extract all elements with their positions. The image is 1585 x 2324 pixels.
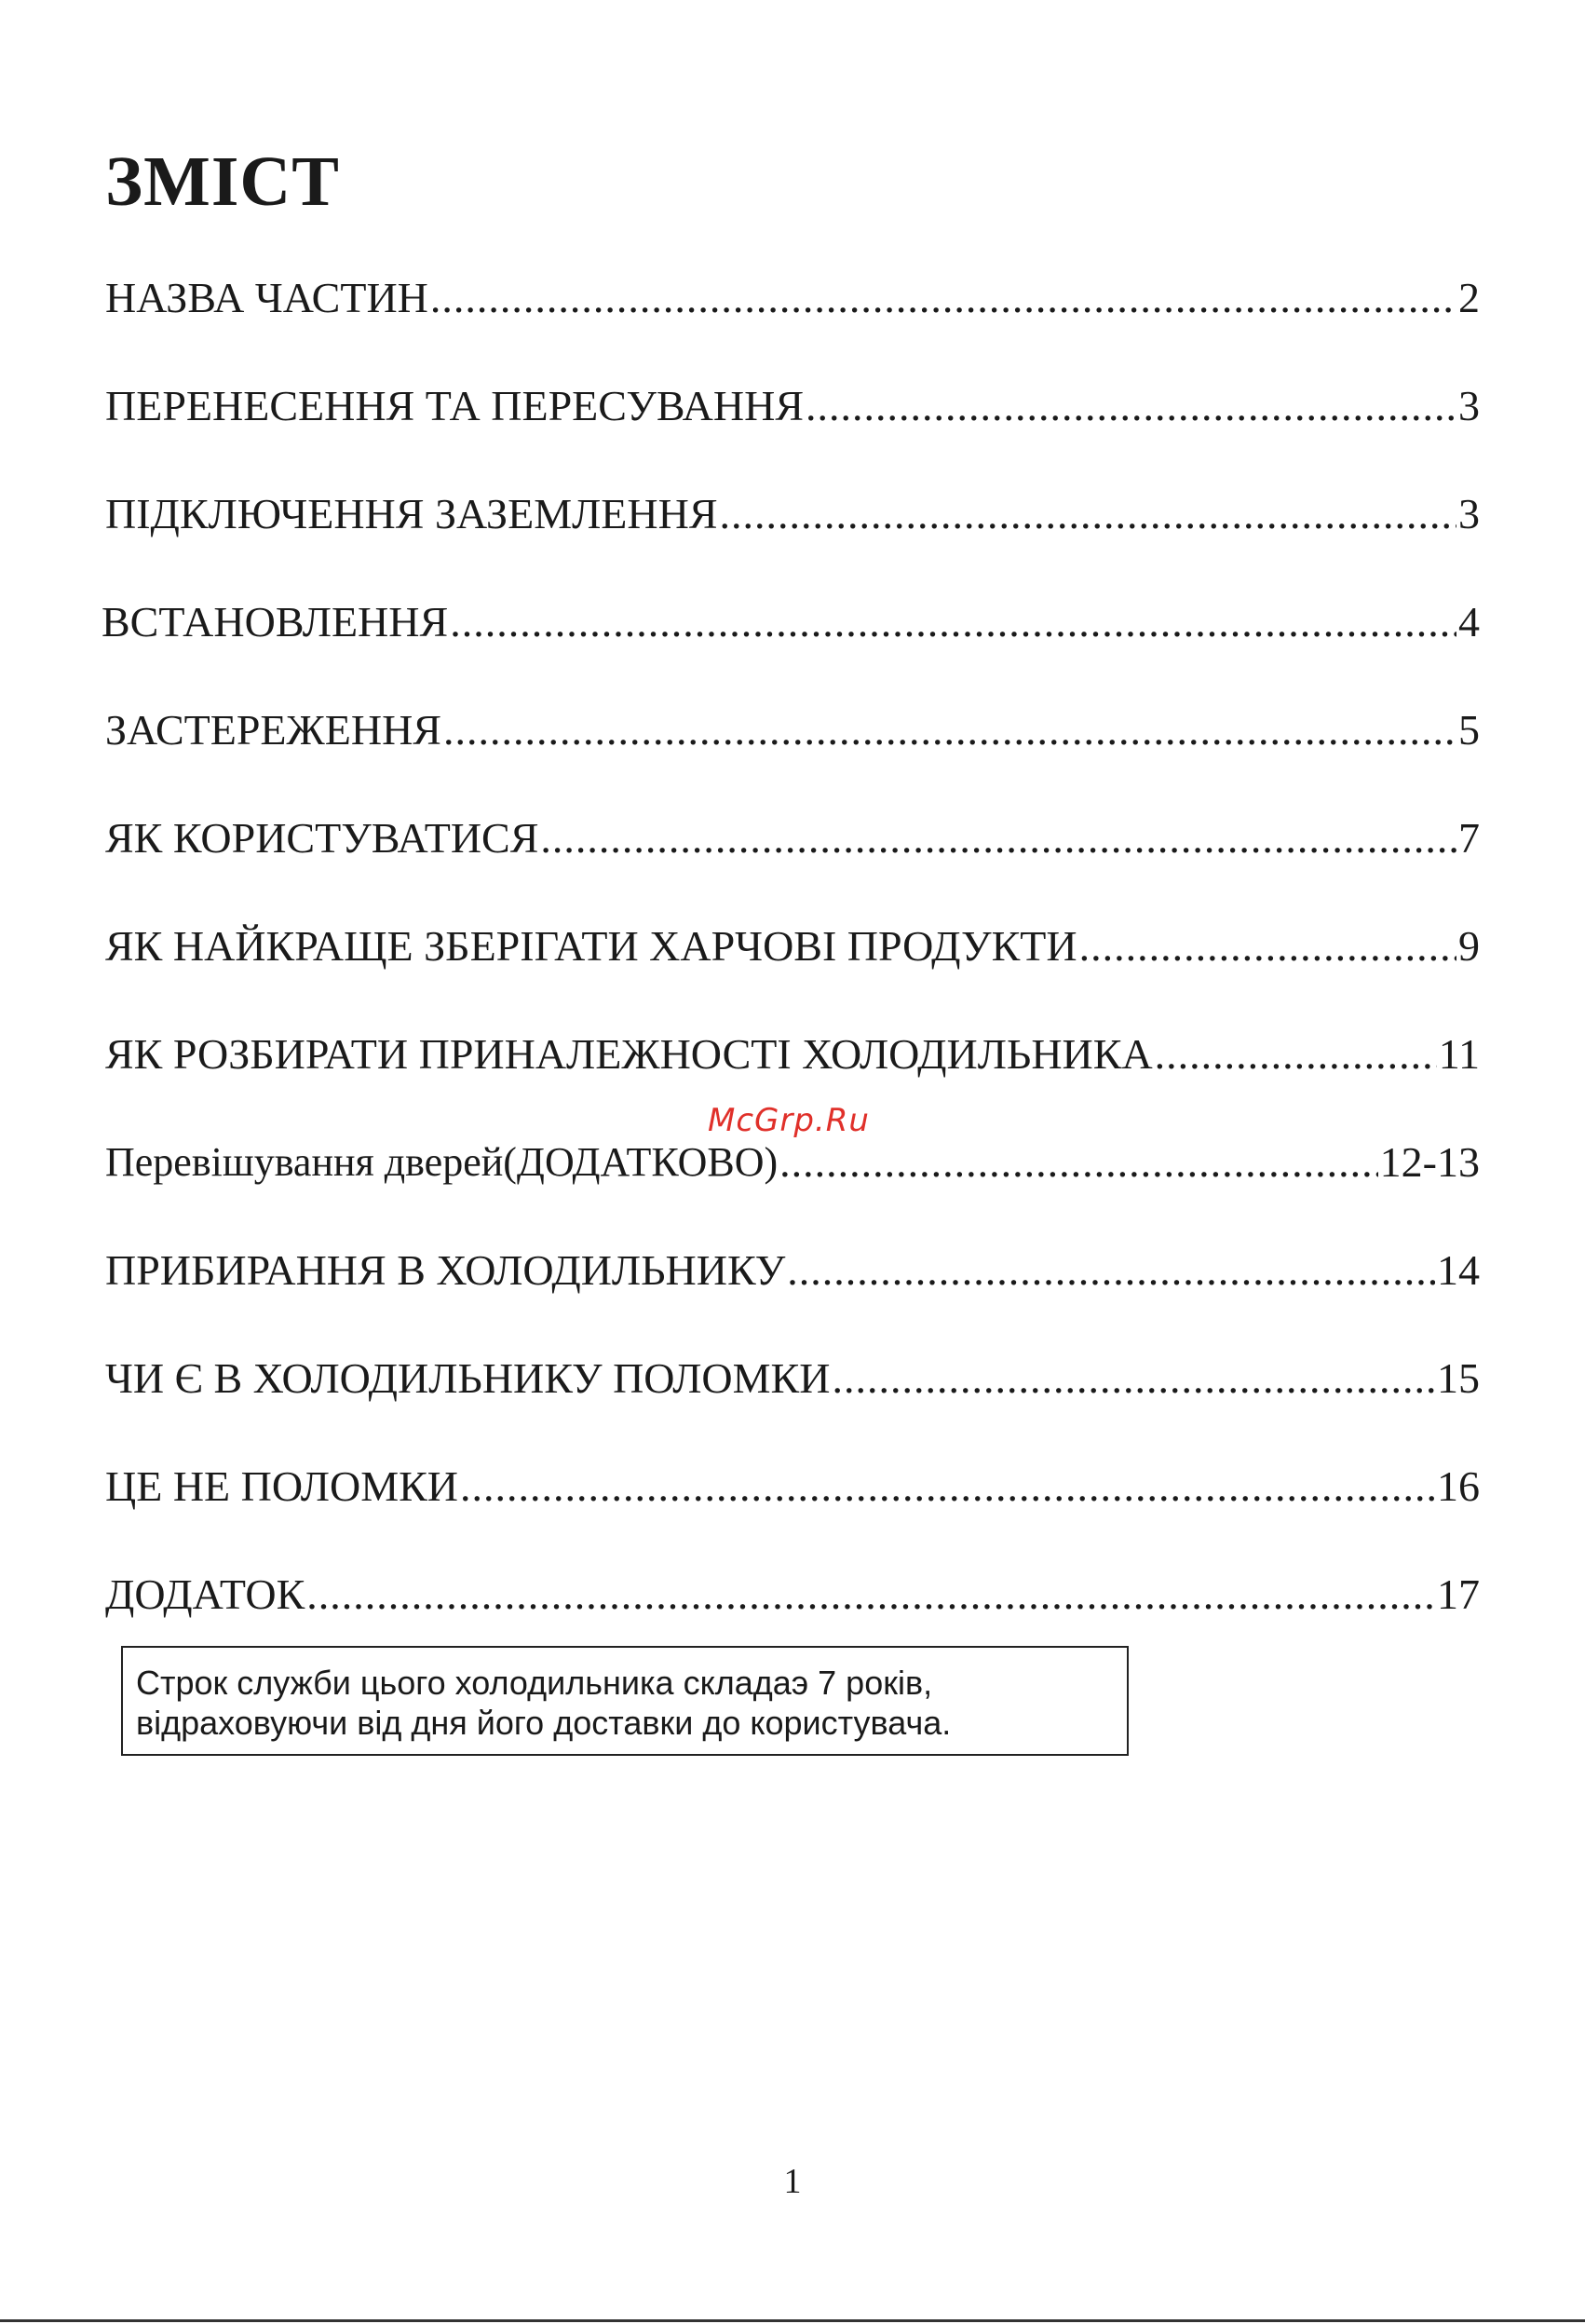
toc-dot-leader [306, 1570, 1435, 1619]
toc-entry[interactable] [105, 460, 1480, 568]
watermark: McGrp.Ru [708, 1102, 870, 1139]
toc-entry-label: ПІДКЛЮЧЕННЯ ЗАЗЕМЛЕННЯ [105, 490, 718, 537]
toc-entry-page: 9 [1458, 922, 1480, 970]
toc-dot-leader [1079, 922, 1456, 971]
toc-entry[interactable] [105, 1325, 1480, 1433]
toc-entry-label: Перевішування дверей(ДОДАТКОВО) [105, 1139, 779, 1185]
toc-dot-leader [540, 814, 1456, 863]
toc-entry[interactable] [105, 1433, 1480, 1541]
toc-dot-leader [443, 706, 1456, 754]
toc-entry[interactable] [102, 568, 1480, 676]
toc-entry-label: ЯК РОЗБИРАТИ ПРИНАЛЕЖНОСТІ ХОЛОДИЛЬНИКА [105, 1030, 1153, 1078]
page-title: ЗМІСТ [105, 143, 340, 221]
toc-entry-page: 12-13 [1379, 1138, 1480, 1186]
toc-entry-label: ПРИБИРАННЯ В ХОЛОДИЛЬНИКУ [105, 1246, 786, 1294]
toc-entry-label: ПЕРЕНЕСЕННЯ ТА ПЕРЕСУВАННЯ [105, 382, 805, 429]
toc-dot-leader [779, 1138, 1378, 1187]
toc-entry[interactable] [105, 676, 1480, 784]
toc-entry-page: 5 [1458, 706, 1480, 754]
toc-dot-leader [430, 274, 1456, 322]
toc-entry[interactable] [105, 892, 1480, 1000]
table-of-contents [102, 244, 1480, 1649]
toc-entry-page: 3 [1458, 490, 1480, 537]
toc-entry[interactable] [105, 1216, 1480, 1325]
notice-line: Строк служби цього холодильника складаэ 7 років, [136, 1664, 933, 1702]
toc-entry-page: 16 [1437, 1462, 1480, 1510]
toc-entry-page: 2 [1458, 274, 1480, 321]
toc-entry-page: 7 [1458, 814, 1480, 862]
toc-entry[interactable] [105, 784, 1480, 892]
toc-entry-label: ЧИ Є В ХОЛОДИЛЬНИКУ ПОЛОМКИ [105, 1354, 831, 1402]
service-life-notice [121, 1646, 1129, 1756]
toc-dot-leader [450, 598, 1456, 646]
toc-entry-label: ДОДАТОК [105, 1570, 305, 1618]
toc-dot-leader [1155, 1030, 1437, 1079]
toc-entry-label: ЦЕ НЕ ПОЛОМКИ [105, 1462, 459, 1510]
toc-entry[interactable] [105, 1000, 1480, 1108]
bottom-divider [0, 2319, 1585, 2322]
toc-entry-page: 11 [1438, 1030, 1480, 1078]
toc-entry-label: ЯК НАЙКРАЩЕ ЗБЕРІГАТИ ХАРЧОВІ ПРОДУКТИ [105, 922, 1077, 970]
toc-dot-leader [806, 382, 1456, 430]
toc-entry[interactable] [105, 1541, 1480, 1649]
toc-entry-label: ЗАСТЕРЕЖЕННЯ [105, 706, 441, 754]
page-number: 1 [783, 2162, 802, 2201]
toc-entry-label: ВСТАНОВЛЕННЯ [102, 598, 449, 646]
toc-entry-label: НАЗВА ЧАСТИН [105, 274, 428, 321]
toc-dot-leader [832, 1354, 1435, 1403]
toc-entry-page: 4 [1458, 598, 1480, 646]
toc-entry-page: 15 [1437, 1354, 1480, 1402]
toc-dot-leader [460, 1462, 1435, 1511]
toc-entry-page: 17 [1437, 1570, 1480, 1618]
toc-dot-leader [787, 1246, 1435, 1295]
toc-entry-page: 14 [1437, 1246, 1480, 1294]
toc-dot-leader [720, 490, 1456, 538]
toc-entry[interactable] [105, 352, 1480, 460]
toc-entry-page: 3 [1458, 382, 1480, 429]
toc-entry[interactable] [105, 244, 1480, 352]
toc-entry-label: ЯК КОРИСТУВАТИСЯ [105, 814, 539, 862]
notice-line: відраховуючи від дня його доставки до користувача. [136, 1704, 952, 1742]
